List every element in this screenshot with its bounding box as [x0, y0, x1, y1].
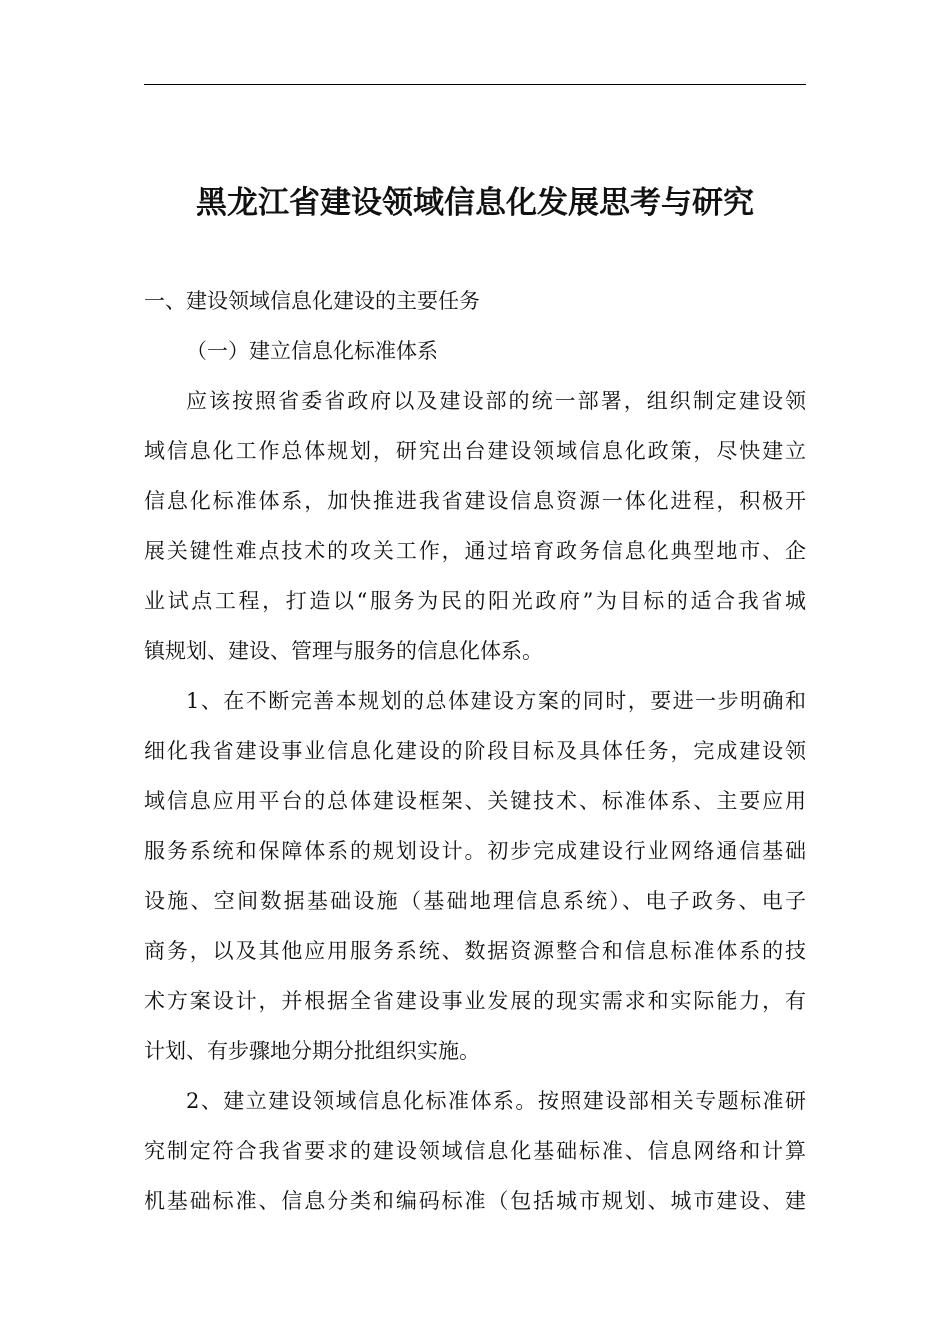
paragraph-line: 应该按照省委省政府以及建设部的统一部署，组织制定建设领 — [186, 389, 806, 413]
paragraph-2 — [144, 676, 806, 1076]
document-body — [144, 276, 806, 1226]
paragraph-line: 设施、空间数据基础设施（基础地理信息系统）、电子政务、电子 — [144, 889, 806, 913]
paragraph-line: 究制定符合我省要求的建设领域信息化基础标准、信息网络和计算 — [144, 1139, 806, 1163]
subsection-heading: （一）建立信息化标准体系 — [186, 339, 438, 363]
paragraph-line: 2、建立建设领域信息化标准体系。按照建设部相关专题标准研 — [186, 1089, 806, 1113]
document-title: 黑龙江省建设领域信息化发展思考与研究 — [196, 185, 754, 221]
paragraph-line: 细化我省建设事业信息化建设的阶段目标及具体任务，完成建设领 — [144, 739, 806, 763]
paragraph-line: 1、在不断完善本规划的总体建设方案的同时，要进一步明确和 — [186, 689, 806, 713]
paragraph-line: 域信息化工作总体规划，研究出台建设领域信息化政策，尽快建立 — [144, 439, 806, 463]
paragraph-line: 业试点工程，打造以“服务为民的阳光政府”为目标的适合我省城 — [144, 589, 806, 613]
paragraph-line: 服务系统和保障体系的规划设计。初步完成建设行业网络通信基础 — [144, 839, 806, 863]
paragraph-line: 信息化标准体系，加快推进我省建设信息资源一体化进程，积极开 — [144, 489, 806, 513]
paragraph-line: 机基础标准、信息分类和编码标准（包括城市规划、城市建设、建 — [144, 1189, 806, 1213]
paragraph-1 — [144, 376, 806, 676]
paragraph-3 — [144, 1076, 806, 1226]
paragraph-line: 商务，以及其他应用服务系统、数据资源整合和信息标准体系的技 — [144, 939, 806, 963]
paragraph-line: 展关键性难点技术的攻关工作，通过培育政务信息化典型地市、企 — [144, 539, 806, 563]
paragraph-line: 计划、有步骤地分期分批组织实施。 — [144, 1039, 480, 1063]
paragraph-line: 镇规划、建设、管理与服务的信息化体系。 — [144, 639, 543, 663]
paragraph-line: 术方案设计，并根据全省建设事业发展的现实需求和实际能力，有 — [144, 989, 806, 1013]
paragraph-line: 域信息应用平台的总体建设框架、关键技术、标准体系、主要应用 — [144, 789, 806, 813]
section-heading: 一、建设领域信息化建设的主要任务 — [144, 289, 480, 313]
header-rule — [144, 84, 806, 85]
